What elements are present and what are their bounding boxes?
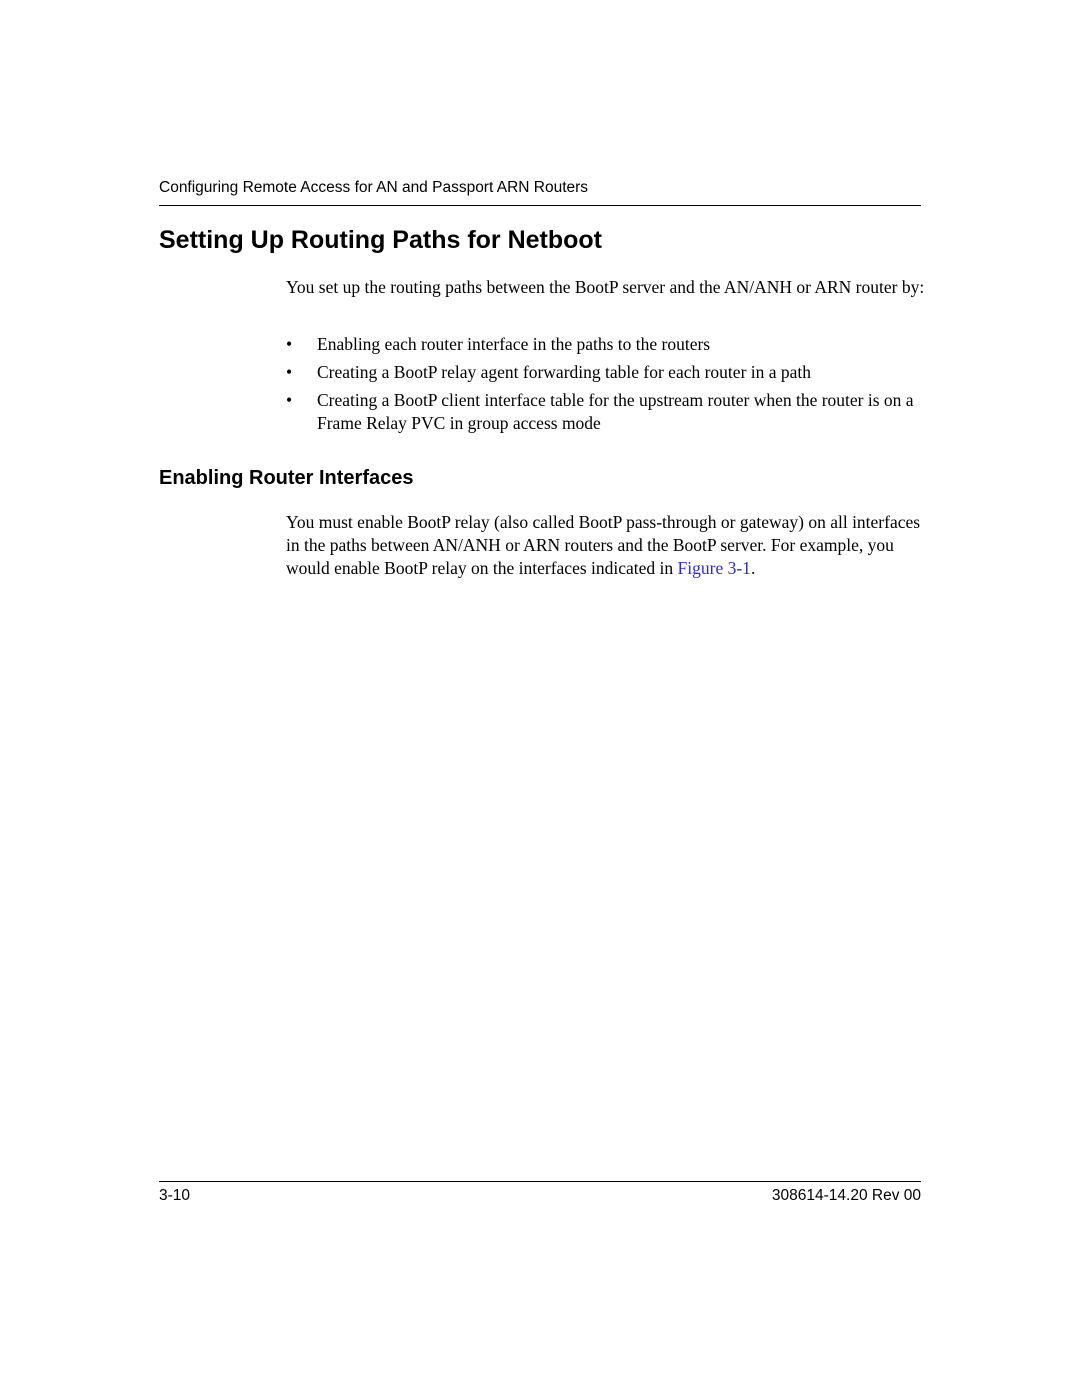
bullet-list (286, 333, 926, 440)
header-divider (159, 205, 921, 206)
list-item-text: Enabling each router interface in the paths to the routers (317, 334, 711, 354)
list-item (286, 333, 926, 356)
enable-paragraph-text: You must enable BootP relay (also called BootP pass-through or gateway) on all interfaces in the paths between AN/ANH or ARN routers and the BootP server. For example, you would enable BootP relay on the interfaces indicated in (286, 512, 921, 578)
footer-divider (159, 1181, 921, 1182)
list-item-text: Creating a BootP client interface table for the upstream router when the router is on a Frame Relay PVC in group access mode (317, 390, 914, 433)
subsection-title: Enabling Router Interfaces (159, 467, 414, 489)
list-item-text: Creating a BootP relay agent forwarding table for each router in a path (317, 362, 812, 382)
bullet-icon: • (286, 334, 293, 354)
list-item (286, 389, 926, 435)
bullet-icon: • (286, 390, 293, 410)
page-number: 3-10 (159, 1187, 191, 1204)
list-item (286, 361, 926, 384)
enable-paragraph-end: . (750, 558, 756, 578)
running-header: Configuring Remote Access for AN and Passport ARN Routers (159, 179, 589, 196)
enable-paragraph (286, 511, 926, 580)
document-id: 308614-14.20 Rev 00 (771, 1187, 921, 1204)
intro-paragraph: You set up the routing paths between the BootP server and the AN/ANH or ARN router by: (286, 277, 925, 297)
figure-link[interactable]: Figure 3-1 (677, 558, 751, 578)
section-title: Setting Up Routing Paths for Netboot (159, 226, 603, 254)
bullet-icon: • (286, 362, 293, 382)
